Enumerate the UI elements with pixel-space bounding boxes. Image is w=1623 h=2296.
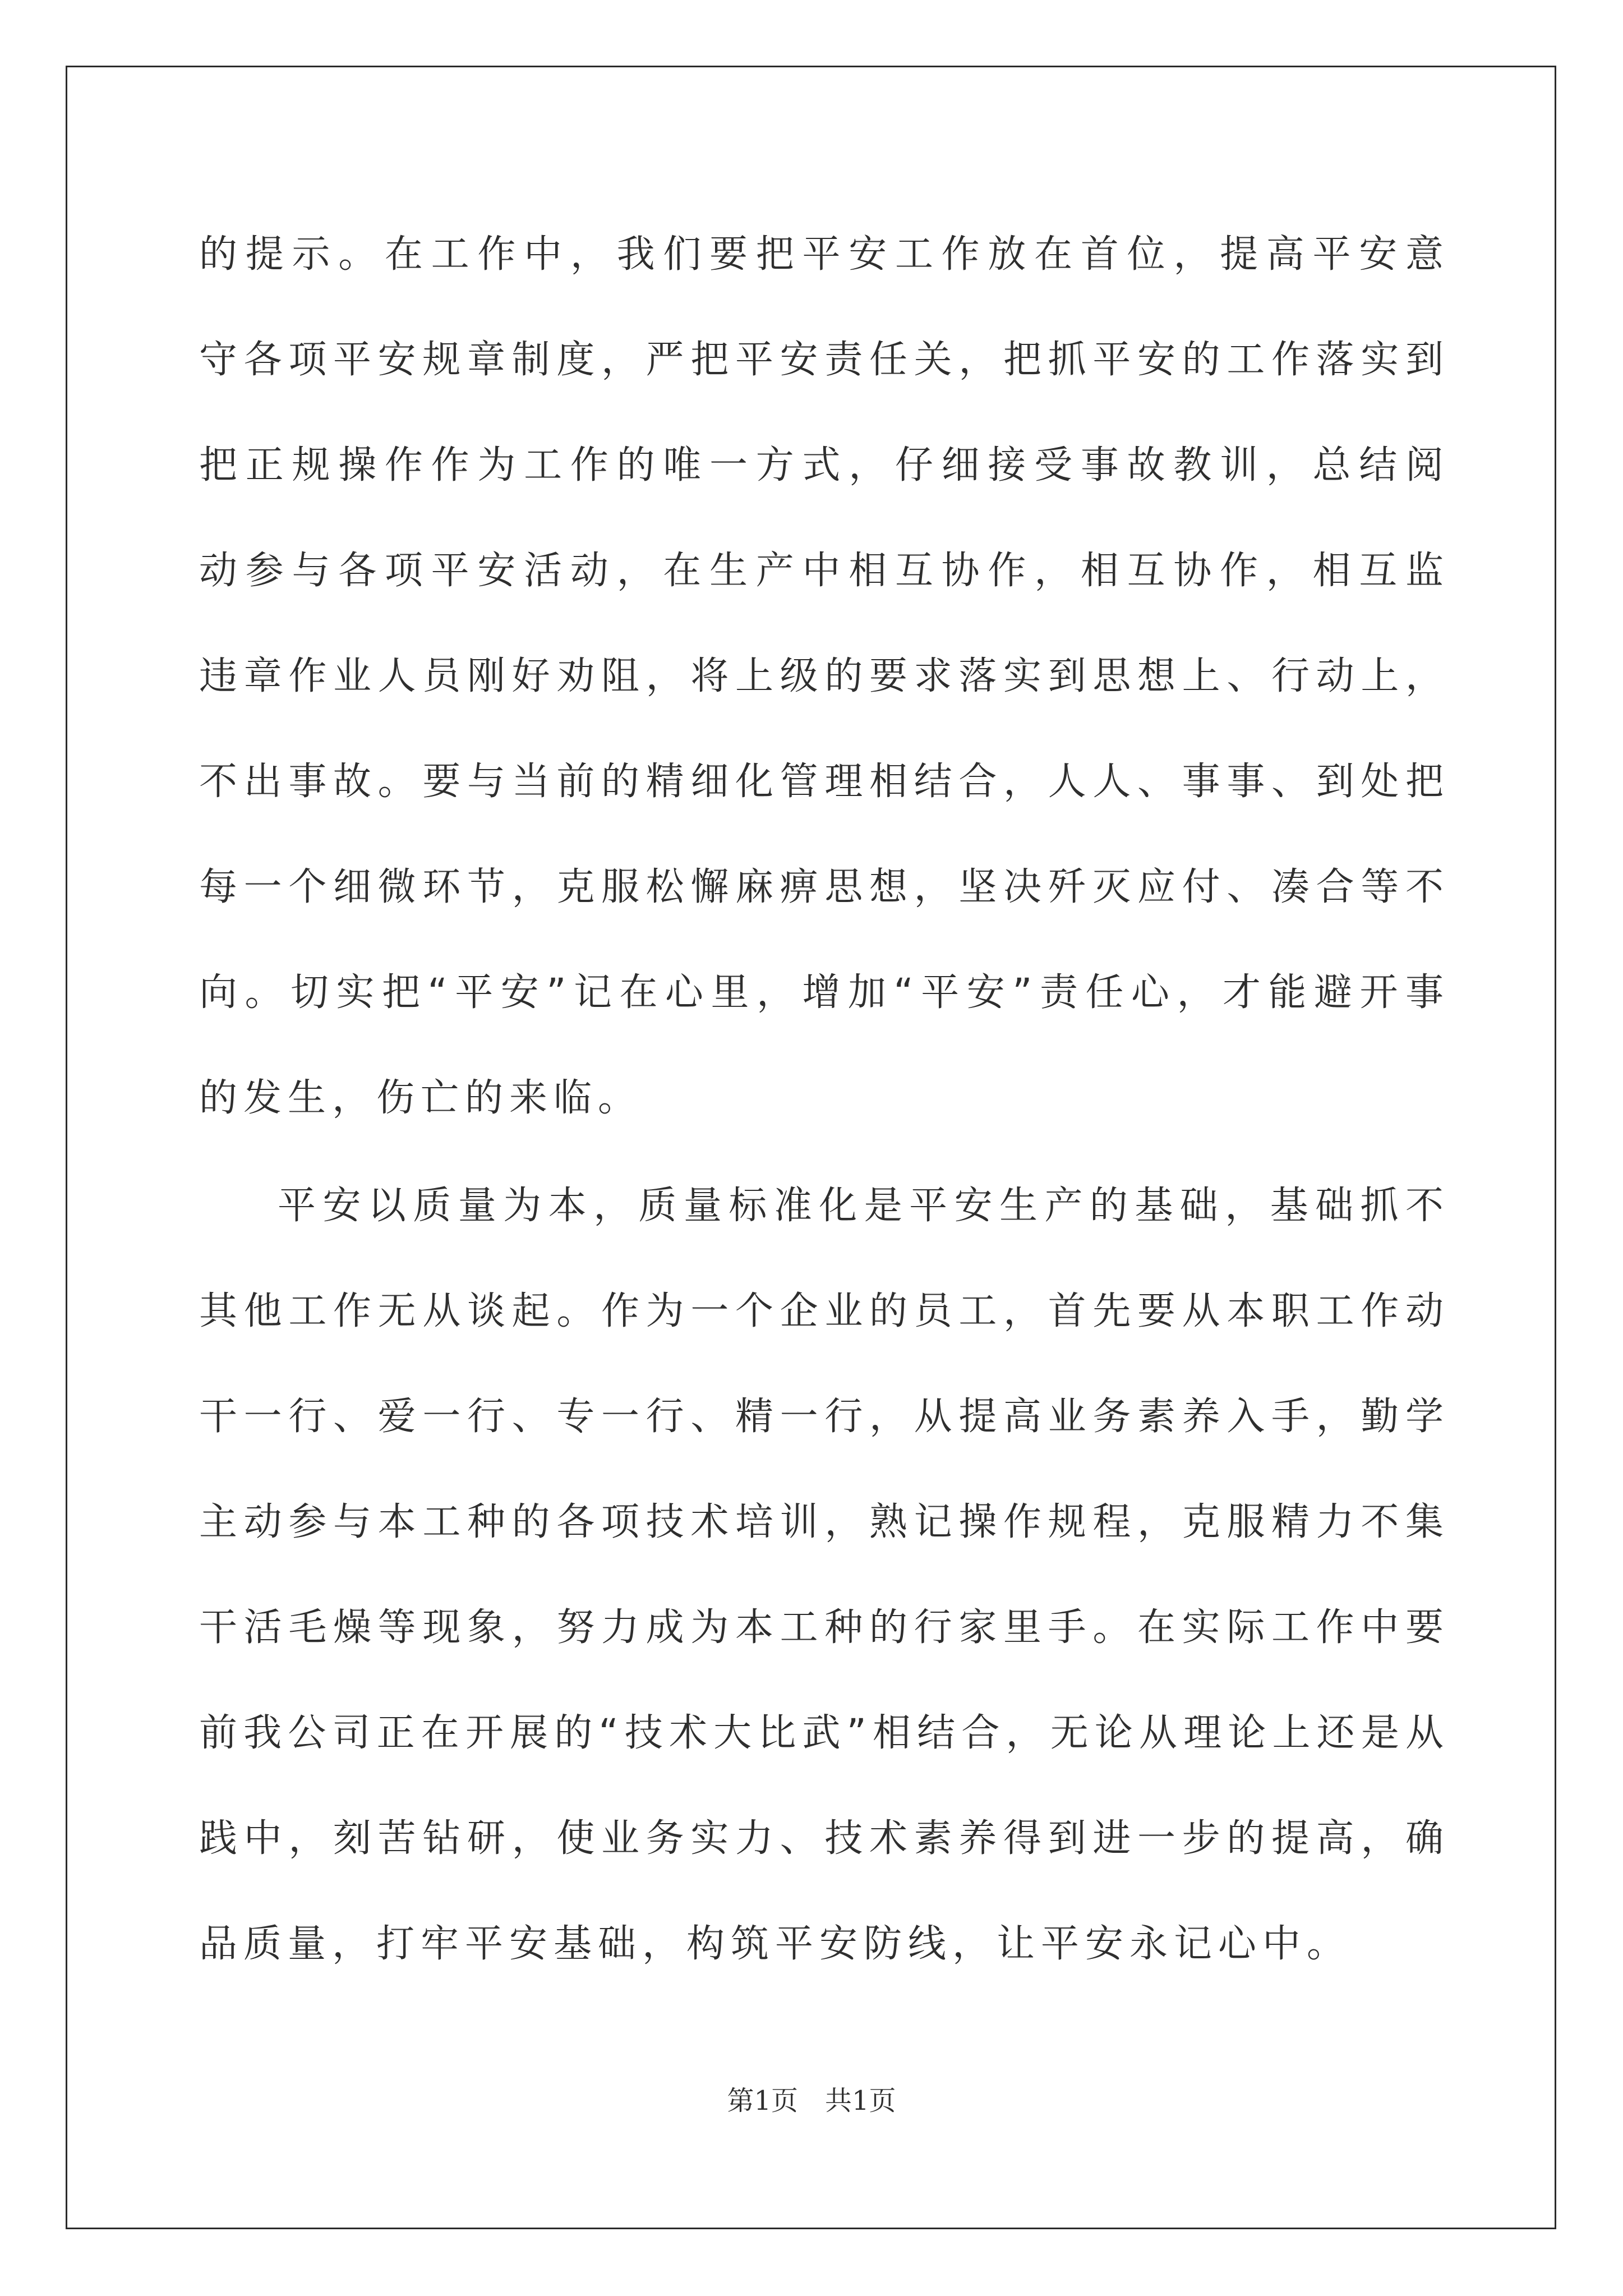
body-line: 守各项平安规章制度，严把平安责任关，把抓平安的工作落实到 <box>199 338 1450 382</box>
body-line: 品质量，打牢平安基础，构筑平安防线，让平安永记心中。 <box>199 1922 1352 1966</box>
body-line: 的提示。在工作中，我们要把平安工作放在首位，提高平安意 <box>199 232 1450 277</box>
document-body <box>199 202 1450 1997</box>
body-line: 每一个细微环节，克服松懈麻痹思想，坚决歼灭应付、凑合等不 <box>199 865 1450 909</box>
body-line: 动参与各项平安活动，在生产中相互协作，相互协作，相互监 <box>199 549 1450 593</box>
body-line: 前我公司正在开展的“技术大比武”相结合，无论从理论上还是从 <box>199 1711 1450 1755</box>
body-line: 的发生，伤亡的来临。 <box>199 1076 643 1120</box>
body-line: 平安以质量为本，质量标准化是平安生产的基础，基础抓不 <box>278 1184 1450 1228</box>
body-line: 把正规操作作为工作的唯一方式，仔细接受事故教训，总结阅 <box>199 443 1450 487</box>
body-line: 干一行、爱一行、专一行、精一行，从提高业务素养入手，勤学 <box>199 1395 1450 1439</box>
body-line: 践中，刻苦钻研，使业务实力、技术素养得到进一步的提高，确 <box>199 1816 1450 1861</box>
body-line: 其他工作无从谈起。作为一个企业的员工，首先要从本职工作动 <box>199 1289 1450 1333</box>
body-line: 不出事故。要与当前的精细化管理相结合，人人、事事、到处把 <box>199 760 1450 804</box>
body-line: 违章作业人员刚好劝阻，将上级的要求落实到思想上、行动上， <box>199 654 1450 698</box>
body-line: 主动参与本工种的各项技术培训，熟记操作规程，克服精力不集 <box>199 1500 1450 1544</box>
body-line: 向。切实把“平安”记在心里，增加“平安”责任心，才能避开事 <box>199 970 1450 1015</box>
page-footer <box>0 2079 1623 2118</box>
body-line: 干活毛燥等现象，努力成为本工种的行家里手。在实际工作中要 <box>199 1605 1450 1650</box>
page-number: 第1页 共1页 <box>727 2085 896 2116</box>
